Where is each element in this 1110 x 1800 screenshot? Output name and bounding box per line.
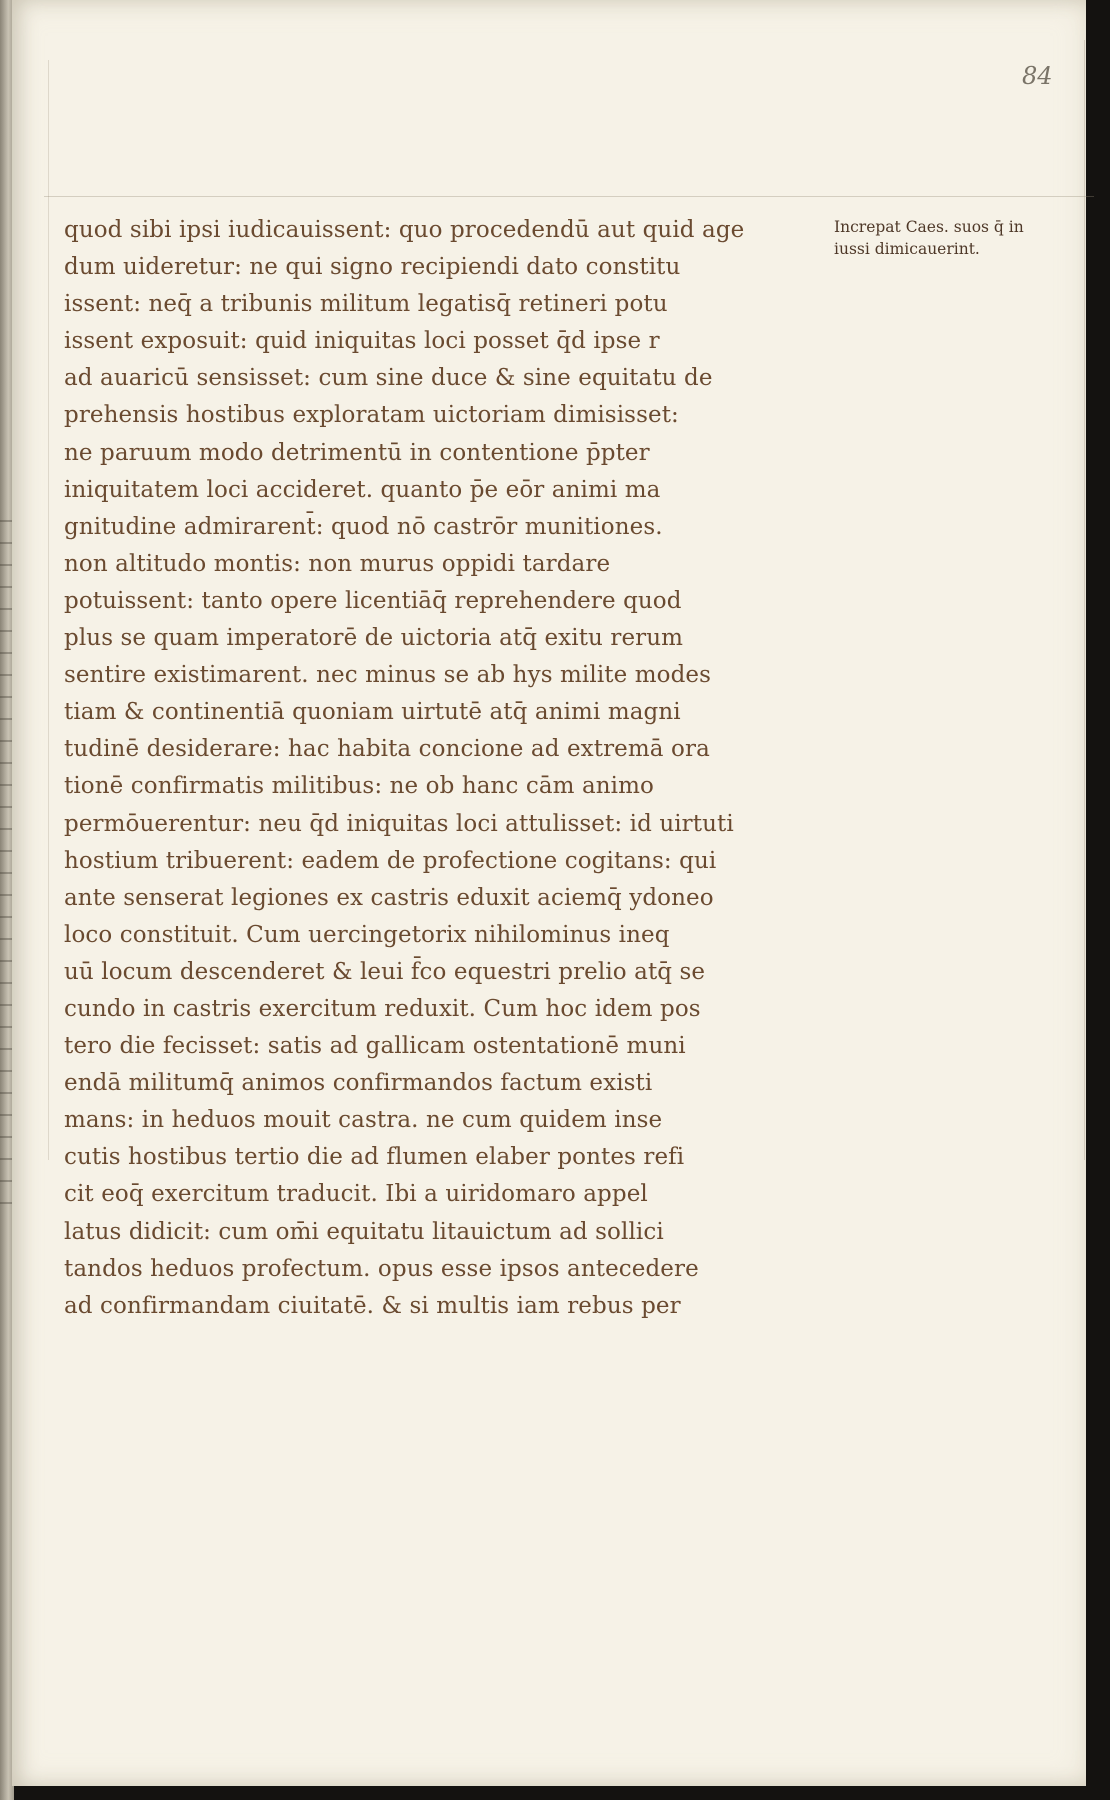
text-line: loco constituit. Cum uercingetorix nihilominus ineq (64, 921, 670, 948)
main-text-column (64, 212, 804, 1325)
text-line: prehensis hostibus exploratam uictoriam dimisisset: (64, 402, 679, 429)
marginal-note-line: Increpat Caes. suos q̄ in (834, 218, 1024, 236)
text-line: cutis hostibus tertio die ad flumen elaber pontes refi (64, 1144, 685, 1171)
manuscript-folio (12, 0, 1086, 1786)
text-line: tionē confirmatis militibus: ne ob hanc cām animo (64, 773, 654, 800)
ruling-line-left (48, 60, 49, 1160)
text-line: latus didicit: cum om̄i equitatu litauictum ad sollici (64, 1218, 664, 1245)
text-line: endā militumq̄ animos confirmandos factum existi (64, 1070, 653, 1097)
text-line: plus se quam imperatorē de uictoria atq̄ exitu rerum (64, 625, 684, 652)
text-line: ad confirmandam ciuitatē. & si multis iam rebus per (64, 1292, 681, 1319)
text-line: cit eoq̄ exercitum traducit. Ibi a uiridomaro appel (64, 1181, 648, 1208)
text-line: ad auaricū sensisset: cum sine duce & sine equitatu de (64, 365, 713, 392)
text-line: potuissent: tanto opere licentiāq̄ reprehendere quod (64, 587, 682, 614)
text-line: permōuerentur: neu q̄d iniquitas loci attulisset: id uirtuti (64, 810, 734, 837)
text-line: cundo in castris exercitum reduxit. Cum hoc idem pos (64, 995, 701, 1022)
text-line: sentire existimarent. nec minus se ab hys milite modes (64, 662, 712, 689)
text-line: issent exposuit: quid iniquitas loci posset q̄d ipse r (64, 328, 660, 355)
text-line: gnitudine admirarent̄: quod nō castrōr munitiones. (64, 513, 663, 540)
marginal-note (834, 216, 1090, 260)
text-line: tudinē desiderare: hac habita concione ad extremā ora (64, 736, 710, 763)
ruling-line-top (44, 196, 1094, 197)
text-line: hostium tribuerent: eadem de profectione cogitans: qui (64, 847, 717, 874)
text-line: non altitudo montis: non murus oppidi tardare (64, 550, 611, 577)
text-line: tero die fecisset: satis ad gallicam ostentationē muni (64, 1033, 686, 1060)
text-line: iniquitatem loci accideret. quanto p̄e eōr animi ma (64, 476, 661, 503)
ruling-line-right (1084, 40, 1085, 1160)
marginal-note-line: iussi dimicauerint. (834, 240, 980, 258)
text-line: ante senserat legiones ex castris eduxit aciemq̄ ydoneo (64, 884, 714, 911)
text-line: mans: in heduos mouit castra. ne cum quidem inse (64, 1107, 663, 1134)
text-line: dum uideretur: ne qui signo recipiendi dato constitu (64, 254, 681, 281)
text-line: tiam & continentiā quoniam uirtutē atq̄ animi magni (64, 699, 681, 726)
text-line: quod sibi ipsi iudicauissent: quo procedendū aut quid age (64, 217, 745, 243)
folio-number: 84 (1022, 62, 1053, 90)
text-line: issent: neq̄ a tribunis militum legatisq̄ retineri potu (64, 291, 668, 318)
text-line: ne paruum modo detrimentū in contentione p̄pter (64, 439, 650, 466)
text-line: uū locum descenderet & leui f̄co equestri prelio atq̄ se (64, 958, 706, 985)
text-line: tandos heduos profectum. opus esse ipsos antecedere (64, 1255, 699, 1282)
